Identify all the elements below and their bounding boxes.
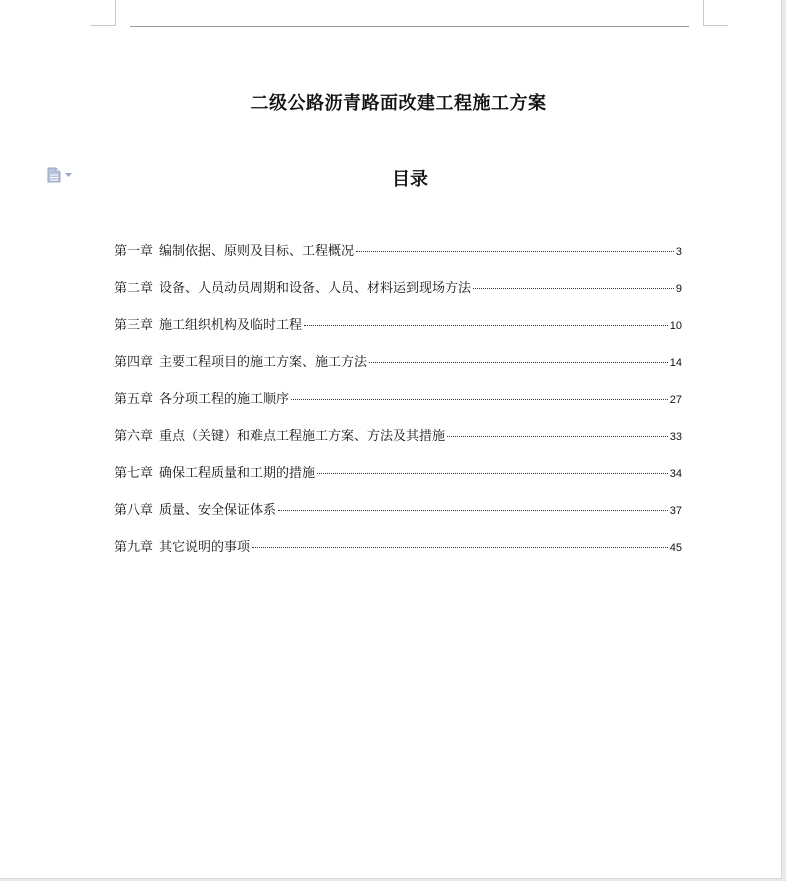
toc-dot-leader [252,547,668,548]
toc-dot-leader [291,399,668,400]
toc-dot-leader [356,251,674,252]
toc-entry[interactable] [114,388,682,425]
toc-entry[interactable] [114,499,682,536]
toc-entry[interactable] [114,314,682,351]
document-title: 二级公路沥青路面改建工程施工方案 [250,93,547,114]
header-rule [130,26,689,27]
toc-chapter-number: 第五章 [114,392,154,407]
toc-entry[interactable] [114,277,682,314]
toc-entry[interactable] [114,425,682,462]
toc-page-number: 27 [669,394,682,406]
toc-page-number: 3 [675,246,682,258]
table-of-contents [114,240,682,573]
toc-dot-leader [317,473,668,474]
toc-chapter-number: 第九章 [114,540,154,555]
toc-page-number: 14 [669,357,682,369]
toc-chapter-title: 各分项工程的施工顺序 [159,392,290,407]
toc-chapter-number: 第七章 [114,466,154,481]
toc-entry[interactable] [114,462,682,499]
toc-page-number: 10 [669,320,682,332]
toc-chapter-title: 设备、人员动员周期和设备、人员、材料运到现场方法 [159,281,472,296]
toc-page-number: 37 [669,505,682,517]
toc-dot-leader [278,510,668,511]
margin-corner-top-right [703,0,728,26]
toc-chapter-number: 第六章 [114,429,154,444]
toc-entry[interactable] [114,536,682,573]
toc-chapter-title: 重点（关键）和难点工程施工方案、方法及其措施 [159,429,446,444]
toc-dot-leader [369,362,668,363]
toc-dot-leader [304,325,668,326]
toc-chapter-number: 第三章 [114,318,154,333]
toc-entry[interactable] [114,240,682,277]
paragraph-menu-button[interactable] [47,167,77,183]
toc-chapter-title: 主要工程项目的施工方案、施工方法 [159,355,368,370]
toc-page-number: 9 [675,283,682,295]
toc-dot-leader [447,436,668,437]
toc-page-number: 33 [669,431,682,443]
toc-chapter-title: 确保工程质量和工期的措施 [159,466,316,481]
toc-heading: 目录 [392,169,428,190]
toc-chapter-number: 第一章 [114,244,154,259]
toc-page-number: 45 [669,542,682,554]
toc-chapter-number: 第四章 [114,355,154,370]
toc-chapter-number: 第八章 [114,503,154,518]
margin-corner-top-left [90,0,116,26]
toc-chapter-number: 第二章 [114,281,154,296]
toc-entry[interactable] [114,351,682,388]
toc-dot-leader [473,288,674,289]
document-icon [47,167,61,183]
chevron-down-icon [65,173,72,177]
toc-chapter-title: 质量、安全保证体系 [159,503,277,518]
toc-chapter-title: 施工组织机构及临时工程 [159,318,303,333]
toc-chapter-title: 编制依据、原则及目标、工程概况 [159,244,355,259]
toc-page-number: 34 [669,468,682,480]
toc-chapter-title: 其它说明的事项 [159,540,251,555]
